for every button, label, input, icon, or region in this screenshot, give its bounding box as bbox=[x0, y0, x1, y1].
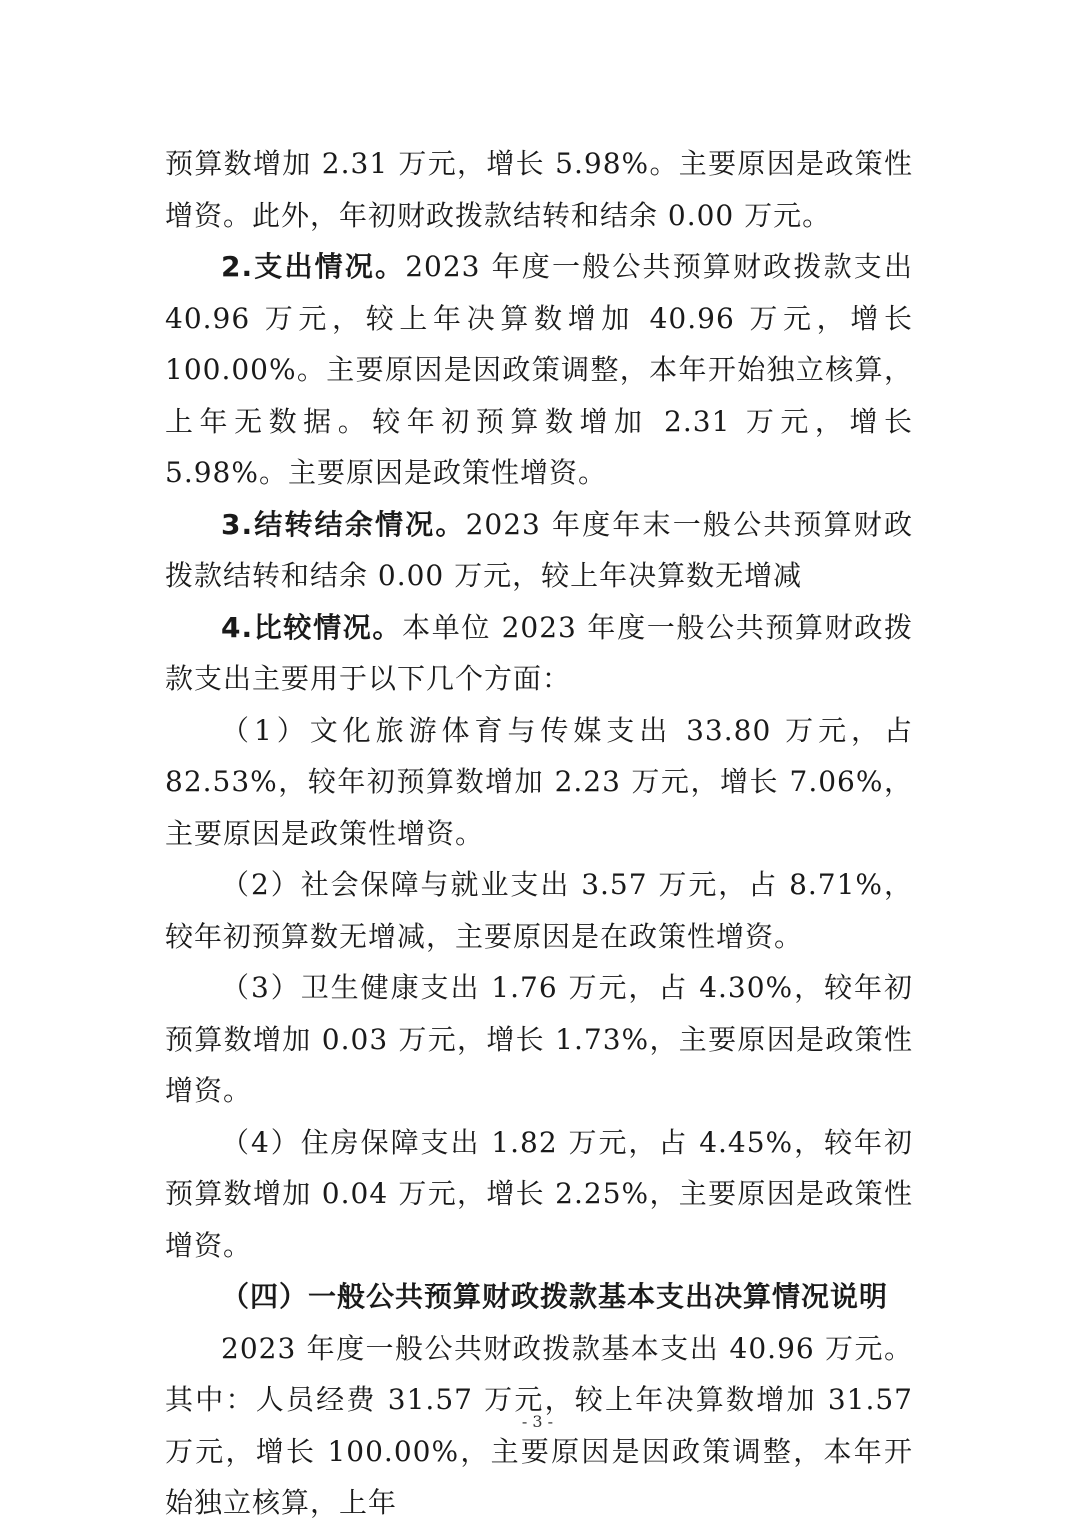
paragraph-continued: 预算数增加 2.31 万元，增长 5.98%。主要原因是政策性增资。此外，年初财政拨款结转和结余 0.00 万元。 bbox=[165, 147, 913, 232]
list-item-housing: （4）住房保障支出 1.82 万元，占 4.45%，较年初预算数增加 0.04 万元，增长 2.25%，主要原因是政策性增资。 bbox=[165, 1125, 913, 1262]
list-item-social-security: （2）社会保障与就业支出 3.57 万元，占 8.71%，较年初预算数无增减，主要原因是在政策性增资。 bbox=[165, 868, 913, 953]
subheading-comparison: 4.比较情况。 bbox=[221, 610, 403, 644]
paragraph-comparison bbox=[165, 602, 913, 705]
expenditure-text: 2023 年度一般公共预算财政拨款支出 40.96 万元，较上年决算数增加 40.96 万元，增长 100.00%。主要原因是因政策调整，本年开始独立核算，上年无数据。较年初预算数增加 2.31 万元，增长 5.98%。主要原因是政策性增资。 bbox=[165, 250, 913, 489]
section-heading: （四）一般公共预算财政拨款基本支出决算情况说明 bbox=[221, 1280, 889, 1313]
subheading-expenditure: 2.支出情况。 bbox=[221, 250, 406, 283]
carryover-text: 2023 年度年末一般公共预算财政拨款结转和结余 0.00 万元，较上年决算数无增减 bbox=[165, 507, 913, 592]
subheading-carryover: 3.结转结余情况。 bbox=[221, 507, 466, 541]
comparison-text: 本单位 2023 年度一般公共预算财政拨款支出主要用于以下几个方面： bbox=[165, 610, 914, 695]
body-text bbox=[165, 138, 913, 1529]
paragraph-basic-expenditure: 2023 年度一般公共财政拨款基本支出 40.96 万元。其中：人员经费 31.57 万元，较上年决算数增加 31.57 万元，增长 100.00%，主要原因是因政策调整，本年开始独立核算，上年 bbox=[165, 1331, 913, 1519]
paragraph-expenditure bbox=[165, 241, 913, 499]
page-number: - 3 - bbox=[521, 1412, 554, 1431]
list-item-culture: （1）文化旅游体育与传媒支出 33.80 万元，占 82.53%，较年初预算数增加 2.23 万元，增长 7.06%，主要原因是政策性增资。 bbox=[165, 713, 913, 850]
paragraph-carryover bbox=[165, 499, 913, 602]
list-item-health: （3）卫生健康支出 1.76 万元，占 4.30%，较年初预算数增加 0.03 万元，增长 1.73%，主要原因是政策性增资。 bbox=[165, 971, 913, 1107]
